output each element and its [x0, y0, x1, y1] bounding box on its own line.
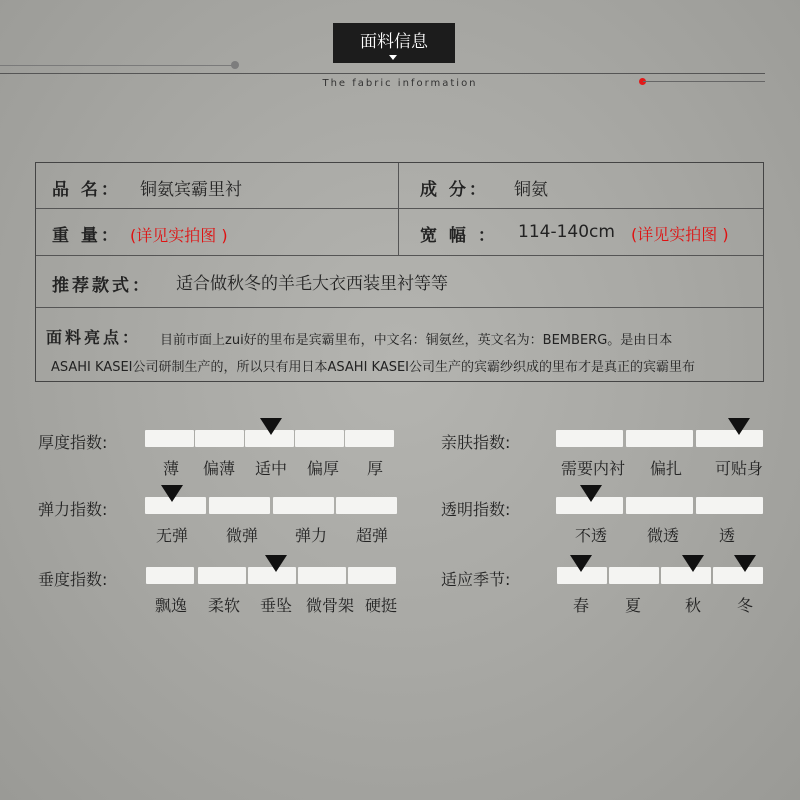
- transparency-scale-segment: [626, 497, 693, 514]
- section-subtitle: The fabric information: [322, 78, 478, 89]
- gray-dot-icon: [231, 61, 239, 69]
- drape-tick-label: 微骨架: [305, 596, 354, 615]
- weight-value: (详见实拍图 ): [130, 226, 228, 245]
- drape-selected-marker-icon: [265, 555, 287, 572]
- width-label: 宽 幅 ：: [420, 226, 498, 246]
- table-divider: [36, 307, 763, 308]
- drape-scale-segment: [146, 567, 194, 584]
- thickness-scale-segment: [345, 430, 394, 447]
- transparency-tick-label: 不透: [574, 526, 607, 545]
- thickness-selected-marker-icon: [260, 418, 282, 435]
- drape-tick-label: 硬挺: [364, 596, 397, 615]
- drape-scale-segment: [198, 567, 246, 584]
- skin-tick-label: 可贴身: [714, 459, 763, 478]
- recommend-value: 适合做秋冬的羊毛大衣西装里衬等等: [176, 274, 448, 294]
- skin-selected-marker-icon: [728, 418, 750, 435]
- thickness-scale-segment: [145, 430, 194, 447]
- drape-tick-label: 飘逸: [154, 596, 187, 615]
- season-selected-marker-icon: [682, 555, 704, 572]
- drape-scale-segment: [348, 567, 396, 584]
- thickness-tick-label: 偏薄: [202, 459, 235, 478]
- header-mid-rule: [0, 73, 765, 74]
- elasticity-scale-segment: [209, 497, 270, 514]
- season-selected-marker-icon: [734, 555, 756, 572]
- elasticity-tick-label: 弹力: [294, 526, 327, 545]
- width-note: (详见实拍图 ): [631, 225, 729, 244]
- season-tick-label: 冬: [736, 596, 753, 615]
- header-left-rule: [0, 65, 235, 66]
- season-tick-label: 夏: [624, 596, 641, 615]
- composition-label: 成 分：: [420, 180, 489, 200]
- elasticity-tick-label: 超弹: [355, 526, 388, 545]
- elasticity-tick-label: 微弹: [225, 526, 258, 545]
- season-tick-label: 秋: [684, 596, 701, 615]
- caret-down-icon: [389, 55, 397, 60]
- composition-value: 铜氨: [514, 180, 548, 200]
- elasticity-scale-segment: [273, 497, 334, 514]
- elasticity-index-label: 弹力指数:: [38, 500, 108, 519]
- season-index-label: 适应季节:: [441, 570, 511, 589]
- table-divider: [36, 255, 763, 256]
- skin-index-label: 亲肤指数:: [441, 433, 511, 452]
- thickness-tick-label: 适中: [254, 459, 287, 478]
- elasticity-scale-segment: [336, 497, 397, 514]
- thickness-tick-label: 偏厚: [306, 459, 339, 478]
- season-selected-marker-icon: [570, 555, 592, 572]
- drape-scale-segment: [298, 567, 346, 584]
- season-scale-segment: [609, 567, 659, 584]
- season-tick-label: 春: [572, 596, 589, 615]
- thickness-index-label: 厚度指数:: [38, 433, 108, 452]
- drape-index-label: 垂度指数:: [38, 570, 108, 589]
- transparency-scale-segment: [696, 497, 763, 514]
- highlight-text-line2: ASAHI KASEI公司研制生产的，所以只有用日本ASAHI KASEI公司生产的宾霸纱织成的里布才是真正的宾霸里布: [51, 360, 696, 375]
- highlight-label: 面料亮点：: [46, 328, 142, 347]
- transparency-tick-label: 透: [718, 526, 735, 545]
- skin-scale-segment: [626, 430, 693, 447]
- skin-tick-label: 偏扎: [649, 459, 682, 478]
- elasticity-selected-marker-icon: [161, 485, 183, 502]
- section-title: 面料信息: [333, 23, 455, 63]
- recommend-label: 推荐款式：: [52, 276, 152, 296]
- transparency-tick-label: 微透: [646, 526, 679, 545]
- name-label: 品 名：: [52, 180, 121, 200]
- thickness-scale-segment: [295, 430, 344, 447]
- width-value: 114-140cm: [518, 222, 615, 242]
- table-divider: [36, 208, 763, 209]
- skin-scale-segment: [556, 430, 623, 447]
- elasticity-tick-label: 无弹: [155, 526, 188, 545]
- fabric-info-table: [35, 162, 764, 382]
- highlight-text-line1: 目前市面上zui好的里布是宾霸里布，中文名：铜氨丝，英文名为：BEMBERG。是由日本: [160, 333, 673, 348]
- transparency-index-label: 透明指数:: [441, 500, 511, 519]
- thickness-tick-label: 厚: [366, 459, 383, 478]
- skin-tick-label: 需要内衬: [561, 459, 626, 478]
- transparency-selected-marker-icon: [580, 485, 602, 502]
- drape-tick-label: 垂坠: [259, 596, 292, 615]
- table-column-divider: [398, 163, 399, 255]
- drape-tick-label: 柔软: [207, 596, 240, 615]
- weight-label: 重 量：: [52, 226, 121, 246]
- thickness-tick-label: 薄: [162, 459, 179, 478]
- name-value: 铜氨宾霸里衬: [140, 180, 242, 200]
- thickness-scale-segment: [195, 430, 244, 447]
